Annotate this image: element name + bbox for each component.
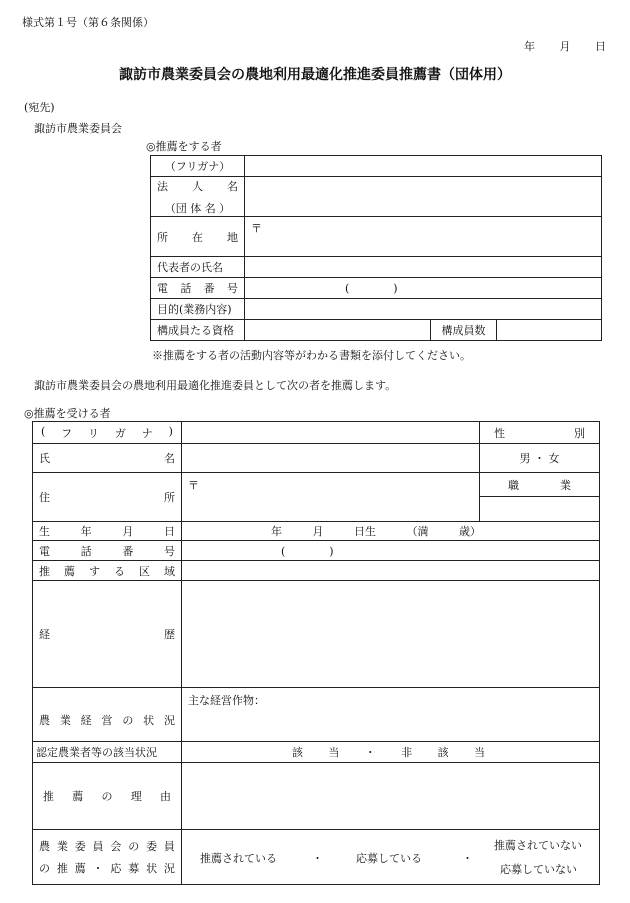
date-year: 年 [524,40,535,53]
sex-options[interactable]: 男 ・ 女 [480,444,600,473]
recommend-statement: 諏訪市農業委員会の農地利用最適化推進委員として次の者を推薦します。 [34,379,397,392]
nominee-name-label: 氏 名 [33,444,182,473]
addressee: 諏訪市農業委員会 [34,122,122,135]
committee-status-options[interactable] [182,830,600,885]
date-line [524,38,606,54]
recommender-table [150,155,602,341]
opt-recommended[interactable]: 推薦されている [200,852,277,865]
attachment-note: ※推薦をする者の活動内容等がわかる書類を添付してください。 [152,349,471,362]
reason-label: 推 薦 の 理 由 [33,763,182,830]
nominee-name-field[interactable] [182,444,480,473]
recommender-name-field[interactable] [245,177,602,217]
rep-name-field[interactable] [245,257,602,278]
district-label: 推 薦 す る 区 域 [33,561,182,581]
reason-field[interactable] [182,763,600,830]
career-label: 経 歴 [33,581,182,688]
nominee-heading: ◎推薦を受ける者 [24,407,111,420]
recommender-phone-label: 電 話 番 号 [151,278,245,299]
purpose-label: 目的(業務内容) [151,299,245,320]
district-field[interactable] [182,561,600,581]
opt-dot-2: ・ [462,852,473,865]
nominee-furigana-field[interactable] [182,422,480,444]
nominee-address-field[interactable] [182,473,480,522]
farm-status-field[interactable] [182,688,600,742]
nominee-address-label: 住 所 [33,473,182,522]
member-qual-field[interactable] [245,320,431,341]
opt-dot-1: ・ [312,852,323,865]
recommender-name-label: 法 人 名 （団 体 名 ） [151,177,245,217]
document-title: 諏訪市農業委員会の農地利用最適化推進委員推薦書（団体用） [119,67,511,83]
main-crops-label: 主な経営作物： [188,694,265,707]
committee-status-label: 農 業 委 員 会 の 委 員 の 推 薦 ・ 応 募 状 況 [33,830,182,885]
purpose-field[interactable] [245,299,602,320]
recommender-furigana-label: （フリガナ） [151,156,245,177]
recommender-furigana-field[interactable] [245,156,602,177]
recommender-phone-field[interactable]: ( ) [245,278,602,299]
member-count-field[interactable] [497,320,602,341]
birth-label: 生 年 月 日 [33,522,182,541]
certified-label: 認定農業者等の該当状況 [33,742,182,763]
nominee-phone-label: 電 話 番 号 [33,541,182,561]
rep-name-label: 代表者の氏名 [151,257,245,278]
nominee-table [32,421,600,885]
nominee-postal-mark: 〒 [188,479,199,492]
occupation-field[interactable] [480,497,600,522]
opt-not-applied[interactable]: 応募していない [500,863,577,876]
career-field[interactable] [182,581,600,688]
recommender-heading: ◎推薦をする者 [146,140,222,153]
recommender-address-field[interactable] [245,217,602,257]
birth-field[interactable]: 年 月 日生 （満 歳） [182,522,600,541]
sex-label: 性 別 [480,422,600,444]
nominee-furigana-label: ( フ リ ガ ナ ) [33,422,182,444]
farm-status-label: 農 業 経 営 の 状 況 [33,688,182,742]
certified-options[interactable]: 該 当 ・ 非 該 当 [182,742,600,763]
postal-mark: 〒 [251,222,262,235]
form-number: 様式第１号（第６条関係） [22,16,154,29]
recommender-address-label: 所 在 地 [151,217,245,257]
member-count-label: 構成員数 [431,320,497,341]
addressee-label: (宛先) [24,101,55,114]
opt-not-recommended[interactable]: 推薦されていない [494,839,582,852]
opt-applied[interactable]: 応募している [356,852,422,865]
date-day: 日 [595,40,606,53]
member-qual-label: 構成員たる資格 [151,320,245,341]
occupation-label: 職 業 [480,473,600,497]
date-month: 月 [559,40,571,53]
nominee-phone-field[interactable]: ( ) [182,541,600,561]
